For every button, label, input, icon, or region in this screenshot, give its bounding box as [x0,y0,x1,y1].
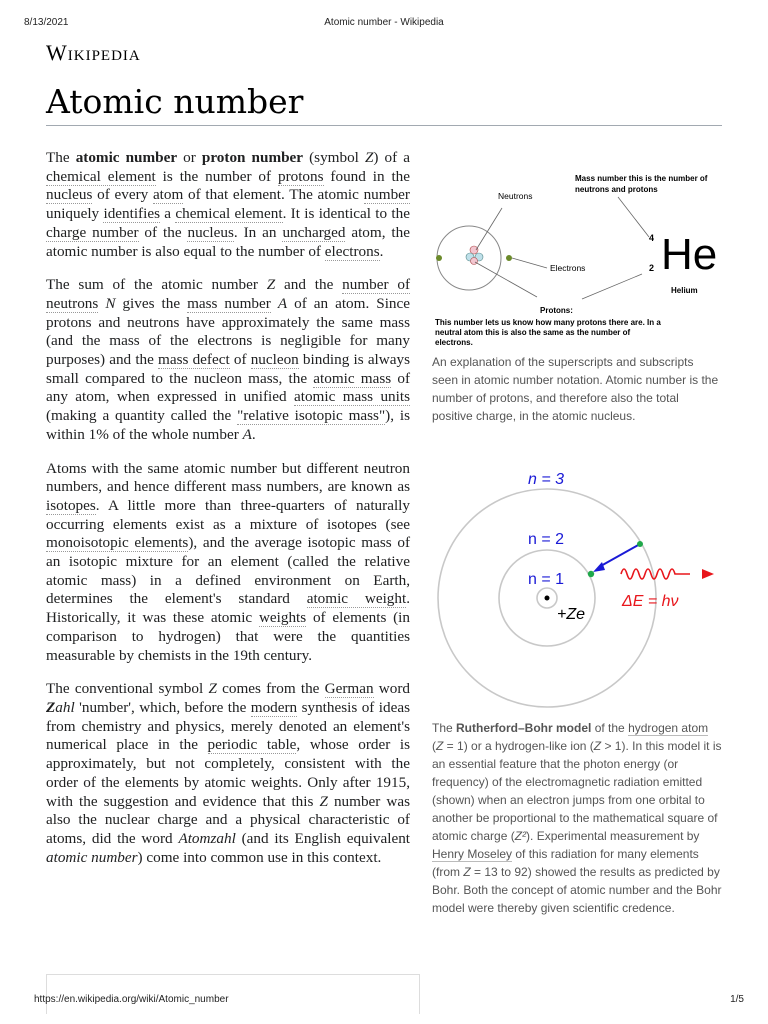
text-run: found in the [323,167,410,185]
text-run: ), and the average isotopic mass of an isotopic mixture for an element (called the relative atomic mass) in a defined environment on Earth, determines the element's standard [46,534,410,608]
text-run: is the number of [155,167,278,185]
text-run: An explanation of the superscripts and subscripts seen in atomic number notation. Atomic number is the number of protons, and therefore also the total positive charge, in the atomic nucleus. [432,355,719,423]
article-link[interactable]: modern [250,698,298,716]
article-link[interactable]: monoisotopic elements [46,534,189,552]
text-run [271,295,278,312]
figure-bohr-model [432,462,722,917]
energy-label: ΔE = hν [622,593,679,610]
text-run: uniquely [46,205,104,223]
photon-wave-icon [621,569,690,579]
mass-number-label-2: neutrons and protons [575,185,658,194]
bohr-model-diagram [432,462,722,712]
text-run: atom, the atomic number is also equal to the number of [46,223,410,260]
article-link[interactable]: charge number [46,223,139,241]
text-run: binding is always small compared to the nucleon mass, the [46,351,410,387]
text-run: proton number [201,149,304,166]
text-run: The [432,721,457,735]
text-run: . [379,242,384,260]
text-run: (symbol [303,149,365,166]
paragraph [46,149,410,261]
paragraph [46,460,410,666]
text-run: . [251,425,256,443]
text-run: (making a quantity called the [46,407,238,425]
print-url: https://en.wikipedia.org/wiki/Atomic_number [34,994,229,1005]
article-body [46,149,410,882]
text-run: . Historically, it was these atomic [46,590,410,627]
text-run: . A little more than three-quarters of naturally occurring elements exist as a mixture of isotopes (see [46,496,410,533]
text-run: The conventional symbol [46,680,209,698]
article-link[interactable]: atomic weight [306,590,407,608]
figure-atomic-notation [432,162,722,425]
text-run: (and its English equivalent [235,829,411,847]
text-run: 'number', which, before the [74,698,251,716]
text-run: ), is within 1% of the whole number [46,407,410,443]
figure-caption [432,353,722,425]
text-run: Z [436,739,444,753]
article-link[interactable]: mass number [187,294,271,312]
article-link[interactable]: number of neutrons [46,276,411,312]
article-link[interactable]: atomic mass [313,369,392,387]
text-run: of every [92,186,153,204]
text-run: N [105,294,116,312]
label-n3: n = 3 [528,471,565,488]
text-run: a [159,205,176,223]
text-run: = 1) or a hydrogen-like ion ( [443,739,594,753]
text-run: , whose order is approximately, but not completely, consistent with the order of the elements by atomic weights. Only after 1915, with the suggestion and evidence that this [46,736,411,810]
atomic-number-value: 2 [649,263,655,273]
text-run: Rutherford–Bohr model [456,721,592,735]
electron-dot [637,541,643,547]
text-run: A [242,425,252,443]
text-run: Z [364,149,374,166]
text-run: or [177,149,202,166]
text-run: of [229,351,251,369]
article-link[interactable]: isotopes [46,496,96,514]
text-run: The sum of the atomic number [46,276,267,294]
article-link[interactable]: Henry Moseley [432,847,513,861]
text-run: gives the [115,294,188,312]
text-run: Atomzahl [178,829,236,847]
print-date: 8/13/2021 [24,17,69,28]
text-run: The [46,149,76,166]
text-run: synthesis of ideas from chemistry and physics, merely denoted an element's numerical place in the [46,698,410,754]
text-run: and the [275,276,343,294]
text-run: of elements (in comparison to hydrogen) that were the quantities measurable by chemists in the 19th century. [46,609,410,664]
text-run: of any atom, when expressed in unified [46,369,410,406]
print-page-number: 1/5 [730,994,744,1005]
article-link[interactable]: nucleon [250,351,299,369]
text-run: Atoms with the same atomic number but different neutron numbers, and hence different mass numbers, are known as [46,459,410,496]
electrons-label: Electrons [550,263,586,273]
text-run: Z [266,276,276,294]
article-link[interactable]: chemical element [46,167,156,185]
nuclear-charge-label: +Ze [557,606,586,623]
label-n2: n = 2 [528,531,565,548]
label-n1: n = 1 [528,571,565,588]
protons-description-2: neutral atom this is also the same as the number of [435,328,631,337]
nucleus-icon [545,596,550,601]
text-run: comes from the [216,680,325,698]
article-link[interactable]: weights [258,609,307,627]
text-run: word [373,680,410,698]
figure-caption [432,719,722,917]
wikipedia-logo[interactable]: Wikipedia [46,40,141,65]
text-run: atomic number [75,149,178,166]
article-link[interactable]: nucleus [187,223,234,241]
protons-description: This number lets us know how many protons there are. In a [435,318,661,327]
text-run: atomic number [46,848,138,866]
title-divider [46,125,722,126]
article-link[interactable]: nucleus [46,186,93,204]
article-link[interactable]: "relative isotopic mass" [237,407,386,425]
protons-description-3: electrons. [435,338,473,347]
article-link[interactable]: atom [152,186,184,204]
electron-dot [506,255,512,261]
text-run: Z [208,680,217,698]
neutrons-label: Neutrons [498,191,533,201]
proton-icon [470,246,478,254]
text-run: ) of a [373,149,411,166]
text-run: of that element. The atomic [183,186,364,204]
article-link[interactable]: identifies [103,205,160,223]
text-run: of this radiation for many elements (from [432,847,699,879]
text-run: > 1). In this model it is an essential feature that the photon energy (or frequency) of the electromagnetic radiation emitted (shown) when an electron jumps from one orbital to another be proportional to the mathematical square of atomic charge ( [432,739,722,843]
element-symbol: He [661,230,718,279]
article-link[interactable]: electrons [324,242,380,260]
text-run: of an atom. Since protons and neutrons have approximately the same mass (and the mass of the electrons is negligible for many purposes) and the [46,294,410,369]
text-run: . It is identical to the [282,205,410,223]
print-page-title: Atomic number - Wikipedia [324,17,444,28]
atomic-notation-diagram [432,162,722,348]
electron-dot [436,255,442,261]
article-link[interactable]: chemical element [175,205,283,223]
protons-label: Protons: [540,306,573,315]
text-run: Z [319,792,328,810]
text-run: A [277,294,288,312]
mass-number-value: 4 [649,233,655,243]
article-link[interactable]: number [363,186,410,204]
photon-arrow-icon [702,569,714,579]
article-link[interactable]: periodic table [207,736,297,754]
text-run: of the [591,721,629,735]
text-run: = 13 to 92) showed the results as predicted by Bohr. Both the concept of atomic number and the Bohr model were thereby given scientific credence. [432,865,722,915]
proton-icon [471,258,478,265]
text-run: number was also the nuclear charge and a physical characteristic of atoms, did the word [46,792,411,847]
text-run: Z [46,698,56,716]
text-run: ahl [55,698,75,716]
page-title: Atomic number [46,82,304,121]
article-link[interactable]: uncharged [282,223,346,241]
text-run: of the [138,223,188,241]
article-link[interactable]: protons [277,167,324,185]
text-run: Z [593,739,602,753]
paragraph [46,276,410,444]
mass-number-label: Mass number this is the number of [575,174,708,183]
element-name: Helium [671,286,698,295]
text-run: . In an [233,223,283,241]
article-link[interactable]: hydrogen atom [628,721,709,735]
text-run: Z [463,865,471,879]
electron-transition-arrow [599,544,640,567]
text-run: Z² [514,829,527,843]
paragraph [46,680,410,867]
article-link[interactable]: mass defect [158,351,230,369]
article-link[interactable]: atomic mass units [293,388,410,406]
text-run: ) come into common use in this context. [137,848,382,866]
electron-dot [588,571,594,577]
article-link[interactable]: German [324,680,374,698]
text-run: ( [432,739,436,753]
text-run: ). Experimental measurement by [526,829,700,843]
